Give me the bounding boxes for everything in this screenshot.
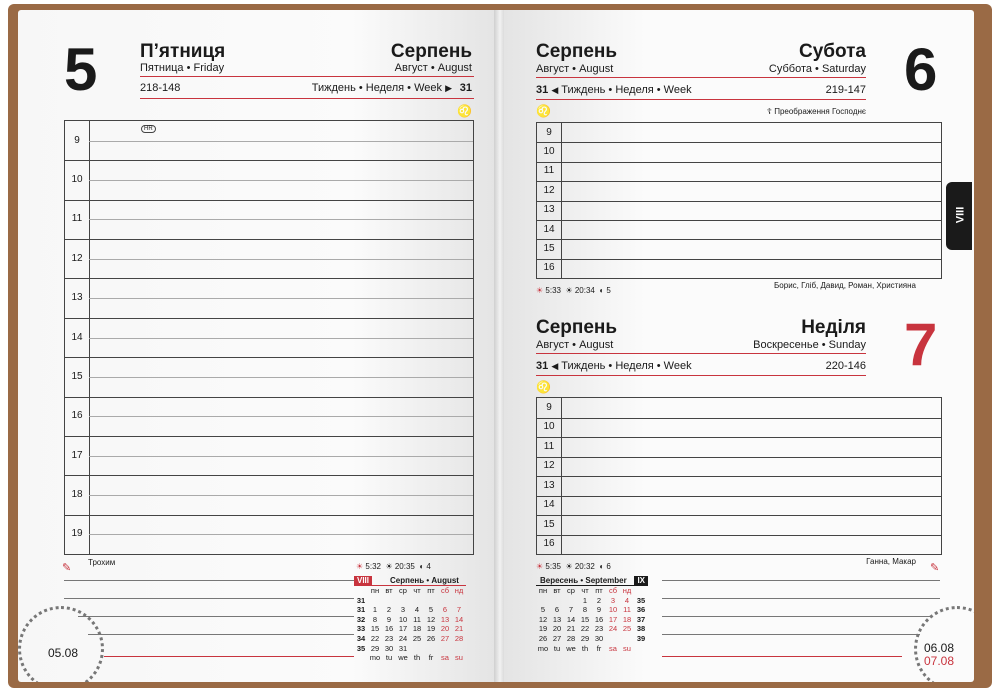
hour-label: 15 <box>543 518 555 530</box>
mini-calendar-title: Вересень • September <box>540 576 627 585</box>
zodiac-leo-icon: ♌ <box>457 104 472 118</box>
hour-label: 12 <box>543 184 555 196</box>
mini-calendar-title: Серпень • August <box>390 576 459 585</box>
hour-label: 10 <box>71 174 83 186</box>
hour-row[interactable] <box>537 457 941 458</box>
half-hour-line <box>89 495 473 496</box>
sunrise-icon: ☀ <box>536 562 544 571</box>
holiday-label: ☦ Преображення Господнє <box>766 107 866 116</box>
sunrise-icon: ☀ <box>356 562 364 571</box>
hour-grid[interactable] <box>536 397 942 555</box>
day-name-sub: Пятница • Friday <box>140 62 225 74</box>
hour-row[interactable] <box>65 436 473 437</box>
month-tab[interactable]: VIII <box>946 182 972 250</box>
hour-label: 14 <box>543 499 555 511</box>
hour-label: 9 <box>74 134 80 146</box>
hour-label: 13 <box>71 292 83 304</box>
hour-row[interactable] <box>65 278 473 279</box>
hour-row[interactable] <box>537 418 941 419</box>
hour-row[interactable] <box>537 515 941 516</box>
week-label: Тиждень • Неделя • Week ▶ <box>311 82 452 94</box>
half-hour-line <box>89 377 473 378</box>
header-rule-2 <box>140 98 474 99</box>
half-hour-line <box>89 180 473 181</box>
hour-row[interactable] <box>537 201 941 202</box>
day-name-sub: Суббота • Saturday <box>768 63 866 75</box>
hour-row[interactable] <box>537 259 941 260</box>
half-hour-line <box>89 298 473 299</box>
hour-row[interactable] <box>537 162 941 163</box>
sun-moon-info: ☀ 5:33 ☀ 20:34 ◐ 5 <box>536 286 611 295</box>
sunset-icon: ☀ <box>385 562 393 571</box>
moon-icon: ◐ <box>599 562 605 571</box>
hour-row[interactable] <box>537 239 941 240</box>
half-hour-line <box>89 219 473 220</box>
half-hour-line <box>89 456 473 457</box>
hour-row[interactable] <box>65 397 473 398</box>
holiday-badge: HR <box>141 125 156 133</box>
month-name-sub: Август • August <box>536 63 614 75</box>
hour-label: 14 <box>71 331 83 343</box>
half-hour-line <box>89 338 473 339</box>
hour-label: 10 <box>543 421 555 433</box>
hour-label: 12 <box>71 252 83 264</box>
week-info: 31 ◀ Тиждень • Неделя • Week <box>536 84 692 96</box>
left-page <box>18 10 496 682</box>
day-number: 5 <box>64 36 98 103</box>
week-number: 31 <box>459 82 472 94</box>
hour-label: 19 <box>71 528 83 540</box>
hour-label: 10 <box>543 146 555 158</box>
month-name: Серпень <box>536 317 618 338</box>
hour-label: 9 <box>546 126 552 138</box>
month-name-sub: Август • August <box>394 62 472 74</box>
week-info: 31 ◀ Тиждень • Неделя • Week <box>536 360 692 372</box>
hour-label: 15 <box>543 242 555 254</box>
hour-row[interactable] <box>537 142 941 143</box>
hour-row[interactable] <box>537 437 941 438</box>
half-hour-line <box>89 259 473 260</box>
day-number: 6 <box>904 36 938 103</box>
month-name-sub: Август • August <box>536 339 614 351</box>
hour-label: 14 <box>543 223 555 235</box>
sunrise-icon: ☀ <box>536 286 544 295</box>
mini-calendar-grid: пн вт ср чт пт сб нд 1 2 3 4 35 5 6 7 8 9 10 11 36 12 13 14 15 16 17 18 37 19 20 21 22 23 24 25 38 26 27 28 29 30 39 mo tu we th fr sa su <box>537 586 646 653</box>
moon-icon: ◐ <box>419 562 425 571</box>
hour-label: 9 <box>546 401 552 413</box>
header-rule <box>140 76 474 77</box>
corner-date: 06.08 <box>924 641 955 655</box>
hour-label: 11 <box>71 213 83 225</box>
sunset-icon: ☀ <box>565 286 573 295</box>
pencil-icon: ✎ <box>62 562 72 574</box>
hour-label: 13 <box>543 204 555 216</box>
day-name: Субота <box>798 41 866 62</box>
zodiac-leo-icon: ♌ <box>536 104 551 118</box>
moon-icon: ◐ <box>599 286 605 295</box>
page-corner-decoration <box>914 606 974 682</box>
hour-row[interactable] <box>65 239 473 240</box>
hour-label: 16 <box>543 538 555 550</box>
day-number: 7 <box>904 311 938 378</box>
corner-date: 05.08 <box>48 646 79 660</box>
hour-label: 11 <box>543 165 555 177</box>
right-page <box>504 10 974 682</box>
hour-label: 15 <box>71 370 83 382</box>
hour-label: 17 <box>71 449 83 461</box>
day-name: П’ятниця <box>140 41 226 62</box>
hour-row[interactable] <box>65 318 473 319</box>
half-hour-line <box>89 416 473 417</box>
month-name: Серпень <box>390 41 472 62</box>
nameday: Борис, Гліб, Давид, Роман, Християна <box>774 281 916 290</box>
hour-grid[interactable] <box>536 122 942 279</box>
pencil-icon: ✎ <box>930 562 940 574</box>
mini-calendar-august <box>354 576 466 663</box>
mini-calendar-roman: VIII <box>354 576 372 585</box>
corner-date-red: 07.08 <box>924 654 955 668</box>
half-hour-line <box>89 141 473 142</box>
sunset-icon: ☀ <box>565 562 573 571</box>
day-name: Неділя <box>801 317 866 338</box>
day-count: 220-146 <box>825 360 866 372</box>
hour-row[interactable] <box>65 200 473 201</box>
sun-moon-info: ☀ 5:32 ☀ 20:35 ◐ 4 <box>356 562 431 571</box>
day-name-sub: Воскресенье • Sunday <box>753 339 866 351</box>
hour-label: 13 <box>543 479 555 491</box>
hour-row[interactable] <box>537 181 941 182</box>
hour-row[interactable] <box>65 357 473 358</box>
hour-row[interactable] <box>65 475 473 476</box>
hour-label: 16 <box>71 410 83 422</box>
hour-label: 11 <box>543 440 555 452</box>
mini-calendar-roman: IX <box>634 576 648 585</box>
hour-row[interactable] <box>65 515 473 516</box>
hour-grid[interactable] <box>64 120 474 555</box>
hour-label: 18 <box>71 488 83 500</box>
sun-moon-info: ☀ 5:35 ☀ 20:32 ◐ 6 <box>536 562 611 571</box>
hour-row[interactable] <box>537 535 941 536</box>
zodiac-leo-icon: ♌ <box>536 380 551 394</box>
hour-row[interactable] <box>537 220 941 221</box>
month-name: Серпень <box>536 41 618 62</box>
nameday: Ганна, Макар <box>866 557 916 566</box>
mini-calendar-september <box>536 576 648 653</box>
hour-label: 16 <box>543 262 555 274</box>
hour-label: 12 <box>543 460 555 472</box>
hour-row[interactable] <box>537 496 941 497</box>
hour-row[interactable] <box>537 476 941 477</box>
hour-row[interactable] <box>65 160 473 161</box>
page-corner-decoration <box>18 606 104 682</box>
day-count: 219-147 <box>825 84 866 96</box>
nameday: Трохим <box>88 558 116 567</box>
mini-calendar-grid: пн вт ср чт пт сб нд 31 31 1 2 3 4 5 6 7 32 8 9 10 11 12 13 14 33 15 16 17 18 19 20 21 34 22 23 24 25 26 27 28 35 29 30 31 mo tu we th fr sa su <box>356 586 464 663</box>
half-hour-line <box>89 534 473 535</box>
day-count: 218-148 <box>140 82 181 94</box>
